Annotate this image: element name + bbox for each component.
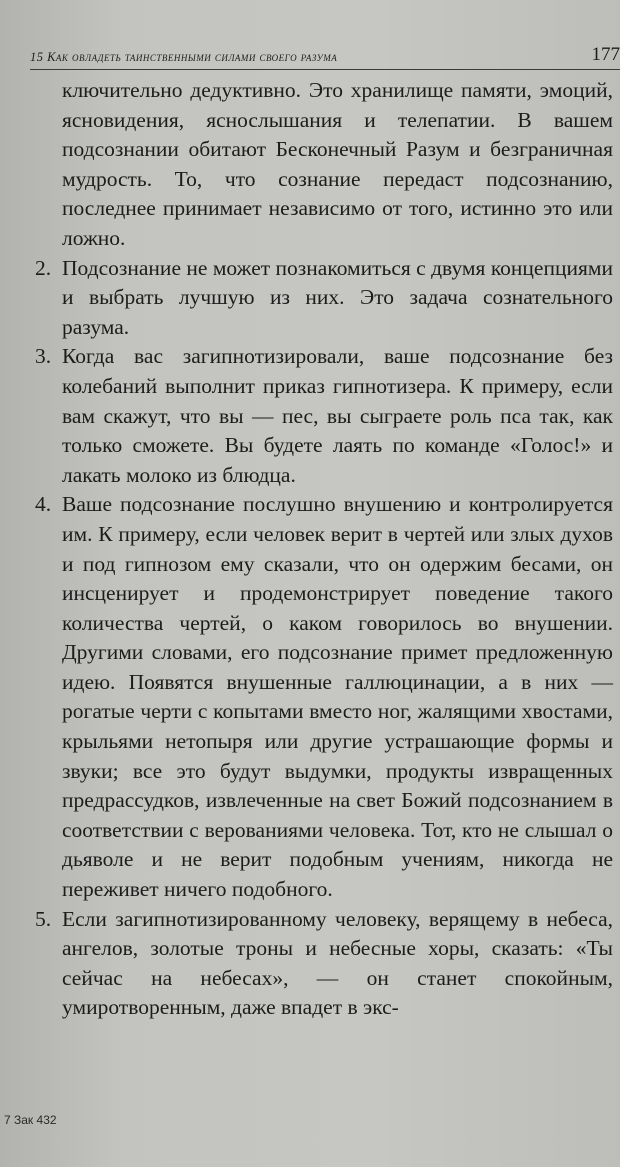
list-item-text: Когда вас загипнотизировали, ваше подсознание без колебаний выполнит приказ гипнотизера. К примеру, если вам скажут, что вы — пес, вы сыграете роль пса так, как только сможете. Вы будете лаять по команде «Голос!» и лакать молоко из блюдца. <box>62 344 613 487</box>
list-item <box>30 254 613 343</box>
list-item <box>30 342 613 490</box>
running-title: 15 Как овладеть таинственными силами своего разума <box>30 50 338 64</box>
list-item-number: 2. <box>35 255 52 280</box>
header-rule <box>30 69 620 70</box>
list-item-number: 5. <box>35 906 52 931</box>
page-body <box>30 76 613 1023</box>
list-item-number: 3. <box>35 344 52 369</box>
list-item-text: Если загипнотизированному человеку, верящему в небеса, ангелов, золотые троны и небесные хоры, сказать: «Ты сейчас на небесах», — он станет спокойным, умиротворенным, даже впадет в экс- <box>62 906 613 1020</box>
list-item-number: 4. <box>35 492 52 517</box>
list-item <box>30 490 613 904</box>
page-number: 177 <box>591 44 620 65</box>
printer-signature: 7 Зак 432 <box>4 1113 57 1127</box>
running-header <box>30 44 620 76</box>
list-item <box>30 905 613 1023</box>
continuation-paragraph: ключительно дедуктивно. Это хранилище памяти, эмоций, ясновидения, яснослышания и телепатии. В вашем подсознании обитают Бесконечный Разум и безграничная мудрость. То, что сознание передаст подсознанию, последнее принимает независимо от того, истинно это или ложно. <box>62 78 613 250</box>
list-item-text: Подсознание не может познакомиться с двумя концепциями и выбрать лучшую из них. Это задача сознательного разума. <box>62 255 613 339</box>
list-item-text: Ваше подсознание послушно внушению и контролируется им. К примеру, если человек верит в чертей или злых духов и под гипнозом ему сказали, что он одержим бесами, он инсценирует и продемонстрирует поведение такого количества чертей, о каком говорилось во внушении. Другими словами, его подсознание примет предложенную идею. Появятся внушенные галлюцинации, а в них — рогатые черти с копытами вместо ног, жалящими хвостами, крыльями нетопыря или другие устрашающие формы и звуки; все это будут выдумки, продукты извращенных предрассудков, извлеченные на свет Божий подсознанием в соответствии с верованиями человека. Тот, кто не слышал о дьяволе и не верит подобным учениям, никогда не переживет ничего подобного. <box>62 492 613 902</box>
